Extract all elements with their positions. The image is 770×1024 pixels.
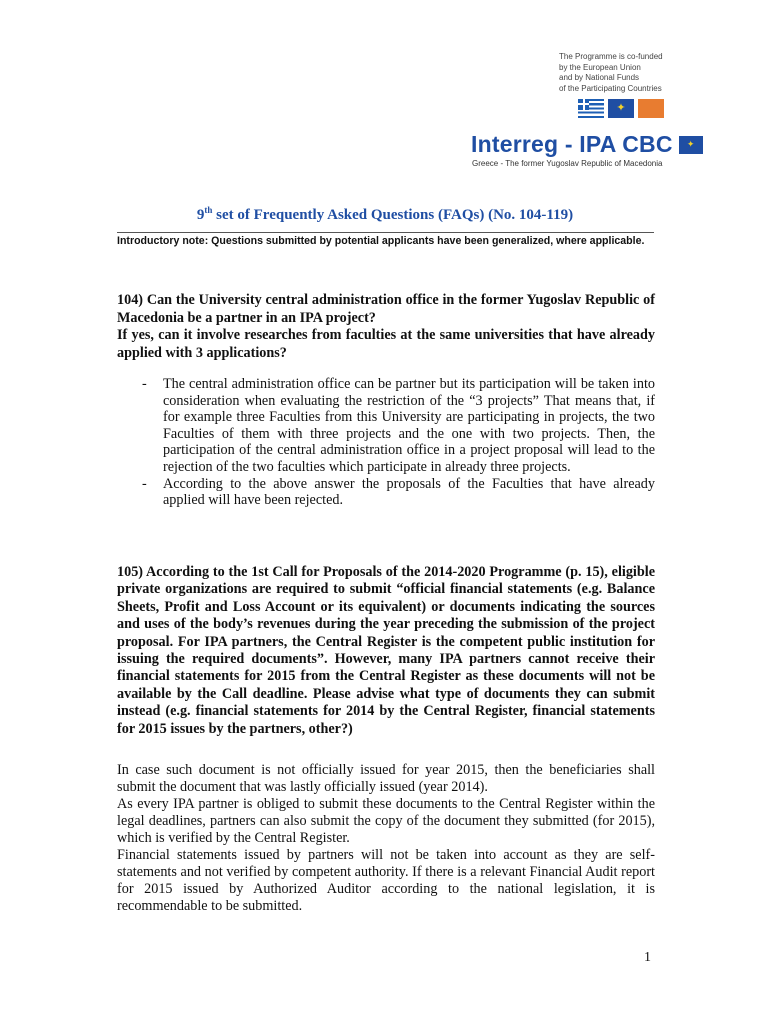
cofund-line: and by National Funds	[559, 73, 640, 83]
cofund-line: The Programme is co-funded	[559, 52, 663, 61]
list-item	[117, 476, 655, 509]
eu-flag-icon: ✦	[608, 99, 634, 118]
answer-paragraph: As every IPA partner is obliged to submit these documents to the Central Register within the legal deadlines, partners can also submit the copy of the document they submitted (for 2015), which is verified by the Central Register.	[117, 796, 655, 846]
page-number: 1	[644, 950, 651, 965]
logo-subtitle: Greece - The former Yugoslav Republic of Macedonia	[472, 159, 663, 168]
national-flag-icon	[638, 99, 664, 118]
page-title	[115, 205, 655, 224]
question-104-line: If yes, can it involve researches from faculties at the same universities that have already applied with 3 applications?	[117, 327, 655, 361]
cofunding-note	[559, 52, 679, 94]
title-divider	[117, 232, 654, 233]
answer-105	[117, 762, 655, 915]
answer-104-list	[117, 376, 655, 509]
interreg-logo	[471, 133, 703, 156]
eu-flag-logo-icon: ✦	[679, 136, 703, 154]
question-104-line: 104) Can the University central administration office in the former Yugoslav Republic of Macedonia be a partner in an IPA project?	[117, 292, 655, 326]
cofund-line: by the European Union	[559, 62, 641, 72]
logo-text: Interreg - IPA CBC	[471, 131, 673, 157]
title-number: 9	[196, 207, 205, 223]
question-105: 105) According to the 1st Call for Proposals of the 2014-2020 Programme (p. 15), eligible private organizations are required to submit “official financial statements (e.g. Balance Sheets, Profit and Loss Account or its equivalent) or documents indicating the sources and uses of the body’s revenues during the year preceding the submission of the project proposal. For IPA partners, the Central Register is the competent public institution for issuing the required documents”. However, many IPA partners cannot receive their financial statements for 2015 from the Central Register as these documents will not be available by the Call deadline. Please advise what type of documents they can submit instead (e.g. financial statements for 2014 by the Central Register, financial statements for 2015 issues by the partners, other?)	[117, 564, 655, 737]
cofund-line: of the Participating Countries	[559, 83, 662, 93]
answer-paragraph: Financial statements issued by partners will not be taken into account as they are self-statements and not verified by competent authority. If there is a relevant Financial Audit report for 2015 issued by Authorized Auditor according to the national legislation, it is recommendable to be submitted.	[117, 847, 655, 914]
bullet-text: According to the above answer the proposals of the Faculties that have already applied will have been rejected.	[163, 475, 655, 509]
bullet-dash: -	[142, 475, 147, 492]
title-suffix: th	[204, 205, 213, 215]
list-item	[117, 376, 655, 476]
bullet-dash: -	[142, 376, 147, 392]
intro-note: Introductory note: Questions submitted by potential applicants have been generalized, where applicable.	[117, 235, 645, 247]
answer-paragraph: In case such document is not officially issued for year 2015, then the beneficiaries shall submit the document that was lastly officially issued (year 2014).	[117, 762, 655, 795]
flags-row	[578, 99, 664, 118]
question-104	[117, 292, 655, 362]
greece-flag-icon	[578, 99, 604, 118]
bullet-text: The central administration office can be partner but its participation will be taken into consideration when evaluating the restriction of the “3 projects” That means that, if for example three Faculties from this University are participating in projects, the two Faculties of them with three projects and the one with two projects. Then, the participation of the central administration office in a project proposal will lead to the rejection of the two faculties which participate in already three projects.	[163, 376, 655, 475]
title-text: set of Frequently Asked Questions (FAQs) (No. 104-119)	[212, 207, 574, 223]
